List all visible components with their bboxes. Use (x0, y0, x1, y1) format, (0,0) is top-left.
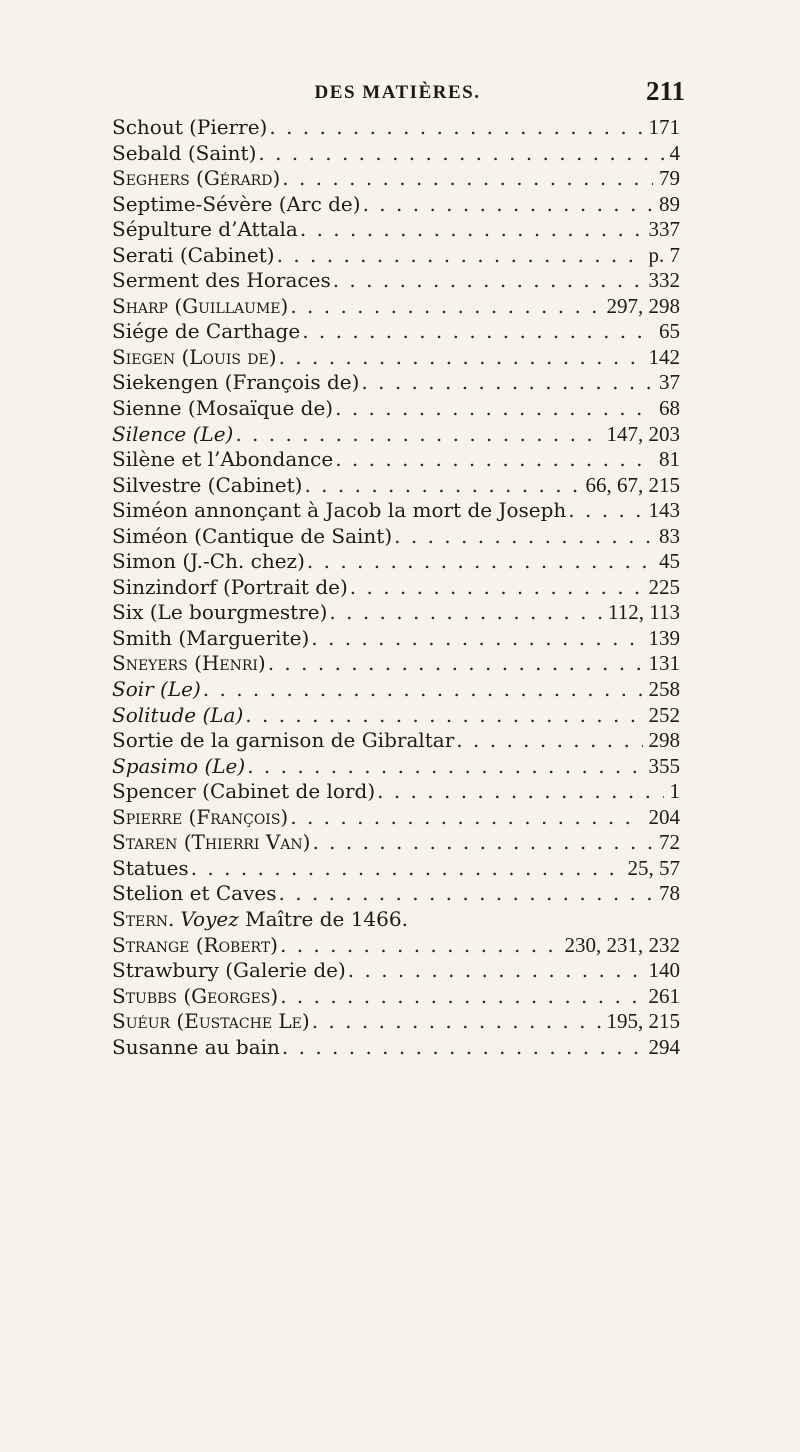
entry-label: Siméon annonçant à Jacob la mort de Joseph (112, 498, 567, 523)
dot-leader (268, 651, 643, 675)
entry-page-ref: 78 (659, 881, 680, 906)
entry-label: Strange (Robert) (112, 932, 278, 957)
entry-label: Silvestre (Cabinet) (112, 472, 303, 497)
dot-leader (335, 447, 653, 471)
index-entry (112, 1035, 680, 1061)
entry-page-ref: 294 (648, 1034, 680, 1059)
entry-page-ref: 68 (659, 396, 680, 421)
entry-page-ref: 225 (648, 574, 680, 599)
dot-leader (302, 319, 653, 343)
entry-label: Spasimo (Le) (112, 753, 246, 778)
dot-leader (282, 166, 653, 190)
entry-page-ref: 66, 67, 215 (585, 472, 680, 497)
index-entry (112, 703, 680, 729)
dot-leader (350, 575, 643, 599)
entry-page-ref: 230, 231, 232 (564, 932, 680, 957)
dot-leader (191, 856, 622, 880)
entry-page-ref: 81 (659, 447, 680, 472)
entry-page-ref: 142 (648, 344, 680, 369)
entry-page-ref: 45 (659, 549, 680, 574)
index-entry (112, 422, 680, 448)
index-entry (112, 396, 680, 422)
dot-leader (394, 524, 653, 548)
dot-leader (456, 728, 642, 752)
index-entry (112, 217, 680, 243)
index-entry-cross-reference (112, 907, 680, 933)
dot-leader (269, 115, 642, 139)
entry-page-ref: 140 (648, 958, 680, 983)
entry-label: Susanne au bain (112, 1034, 280, 1059)
index-entry (112, 958, 680, 984)
entry-label: Serment des Horaces (112, 268, 331, 293)
entry-page-ref: 252 (648, 702, 680, 727)
entry-label: Sneyers (Henri) (112, 651, 266, 676)
entry-page-ref: 297, 298 (606, 293, 680, 318)
entry-label: Siegen (Louis de) (112, 344, 277, 369)
index-entry (112, 856, 680, 882)
entry-page-ref: 139 (648, 625, 680, 650)
dot-leader (361, 370, 653, 394)
entry-page-ref: 112, 113 (608, 600, 680, 625)
entry-page-ref: 258 (648, 677, 680, 702)
entry-label: Staren (Thierri Van) (112, 830, 311, 855)
index-entry (112, 754, 680, 780)
entry-label: Stelion et Caves (112, 881, 277, 906)
entry-label: Stubbs (Georges) (112, 983, 279, 1008)
dot-leader (280, 933, 559, 957)
entry-page-ref: 89 (659, 191, 680, 216)
index-entry (112, 498, 680, 524)
dot-leader (290, 805, 642, 829)
dot-leader (279, 345, 643, 369)
dot-leader (282, 1035, 643, 1059)
index-entry (112, 192, 680, 218)
index-entry (112, 1009, 680, 1035)
entry-label: Suéur (Eustache Le) (112, 1009, 310, 1034)
dot-leader (300, 217, 643, 241)
entry-page-ref: 337 (648, 217, 680, 242)
entry-label: Silène et l’Abondance (112, 447, 334, 472)
index-entry (112, 600, 680, 626)
entry-label: Six (Le bourgmestre) (112, 600, 328, 625)
entry-label: Sebald (Saint) (112, 140, 257, 165)
index-entry (112, 984, 680, 1010)
entry-page-ref: 79 (659, 166, 680, 191)
entry-page-ref: 355 (648, 753, 680, 778)
index-entry (112, 575, 680, 601)
index-entry (112, 779, 680, 805)
dot-leader (312, 830, 653, 854)
entry-page-ref: 131 (648, 651, 680, 676)
entry-label: Sienne (Mosaïque de) (112, 396, 334, 421)
dot-leader (312, 1009, 601, 1033)
dot-leader (329, 600, 602, 624)
entry-label: Sépulture d’Attala (112, 217, 298, 242)
entry-page-ref: 143 (648, 498, 680, 523)
index-entry (112, 115, 680, 141)
index-entry (112, 524, 680, 550)
see-reference (180, 907, 408, 931)
index-entry (112, 651, 680, 677)
index-entry (112, 626, 680, 652)
index-entry (112, 677, 680, 703)
index-entry (112, 319, 680, 345)
entry-page-ref: p. 7 (648, 242, 680, 267)
entry-label: Septime-Sévère (Arc de) (112, 191, 361, 216)
index-entry (112, 268, 680, 294)
entry-page-ref: 65 (659, 319, 680, 344)
entry-label: Siméon (Cantique de Saint) (112, 523, 393, 548)
entry-label: Schout (Pierre) (112, 115, 268, 139)
entry-page-ref: 147, 203 (606, 421, 680, 446)
entry-label: Siége de Carthage (112, 319, 301, 344)
entry-label: Solitude (La) (112, 702, 244, 727)
dot-leader (304, 473, 579, 497)
entry-label: Siekengen (François de) (112, 370, 360, 395)
dot-leader (363, 192, 653, 216)
index-entry (112, 881, 680, 907)
entry-page-ref: 25, 57 (627, 855, 680, 880)
entry-page-ref: 4 (669, 140, 680, 165)
index-entry (112, 243, 680, 269)
entry-page-ref: 72 (659, 830, 680, 855)
dot-leader (247, 754, 642, 778)
index-entry (112, 447, 680, 473)
running-head: DES MATIÈRES. (314, 82, 481, 103)
index-entry (112, 294, 680, 320)
index-entry (112, 370, 680, 396)
index-entry (112, 166, 680, 192)
dot-leader (235, 422, 600, 446)
entry-page-ref: 332 (648, 268, 680, 293)
entry-page-ref: 261 (648, 983, 680, 1008)
dot-leader (258, 141, 663, 165)
index-entry (112, 141, 680, 167)
dot-leader (333, 268, 643, 292)
index-entry (112, 549, 680, 575)
index-entry (112, 728, 680, 754)
dot-leader (307, 549, 653, 573)
index-entry (112, 805, 680, 831)
dot-leader (348, 958, 643, 982)
dot-leader (311, 626, 642, 650)
dot-leader (245, 703, 642, 727)
entry-label: Seghers (Gérard) (112, 166, 281, 191)
entry-label: Sinzindorf (Portrait de) (112, 574, 348, 599)
dot-leader (277, 243, 643, 267)
page-number: 211 (645, 76, 685, 106)
entry-page-ref: 1 (669, 779, 680, 804)
dot-leader (290, 294, 600, 318)
dot-leader (279, 881, 653, 905)
entry-page-ref: 204 (648, 804, 680, 829)
entry-page-ref: 298 (648, 728, 680, 753)
entry-page-ref: 37 (659, 370, 680, 395)
entry-label: Simon (J.-Ch. chez) (112, 549, 305, 574)
entry-label: Soir (Le) (112, 677, 201, 702)
entry-label: Sharp (Guillaume) (112, 293, 289, 318)
entry-label: Serati (Cabinet) (112, 242, 275, 267)
see-word: Voyez (180, 906, 239, 931)
index-list (112, 115, 680, 1060)
entry-page-ref: 83 (659, 523, 680, 548)
see-target: Maître de 1466. (245, 906, 408, 931)
dot-leader (568, 498, 642, 522)
dot-leader (203, 677, 643, 701)
entry-label: Stern. (112, 906, 175, 931)
dot-leader (377, 779, 663, 803)
entry-label: Spierre (François) (112, 804, 289, 829)
entry-label: Strawbury (Galerie de) (112, 958, 346, 983)
entry-label: Spencer (Cabinet de lord) (112, 779, 376, 804)
index-entry (112, 345, 680, 371)
index-entry (112, 830, 680, 856)
page-header (110, 76, 685, 110)
entry-label: Smith (Marguerite) (112, 625, 310, 650)
entry-page-ref: 195, 215 (606, 1009, 680, 1034)
entry-label: Silence (Le) (112, 421, 234, 446)
entry-label: Sortie de la garnison de Gibraltar (112, 728, 455, 753)
dot-leader (335, 396, 653, 420)
index-entry (112, 473, 680, 499)
entry-label: Statues (112, 855, 189, 880)
index-entry (112, 933, 680, 959)
entry-page-ref: 171 (648, 115, 680, 139)
dot-leader (280, 984, 642, 1008)
